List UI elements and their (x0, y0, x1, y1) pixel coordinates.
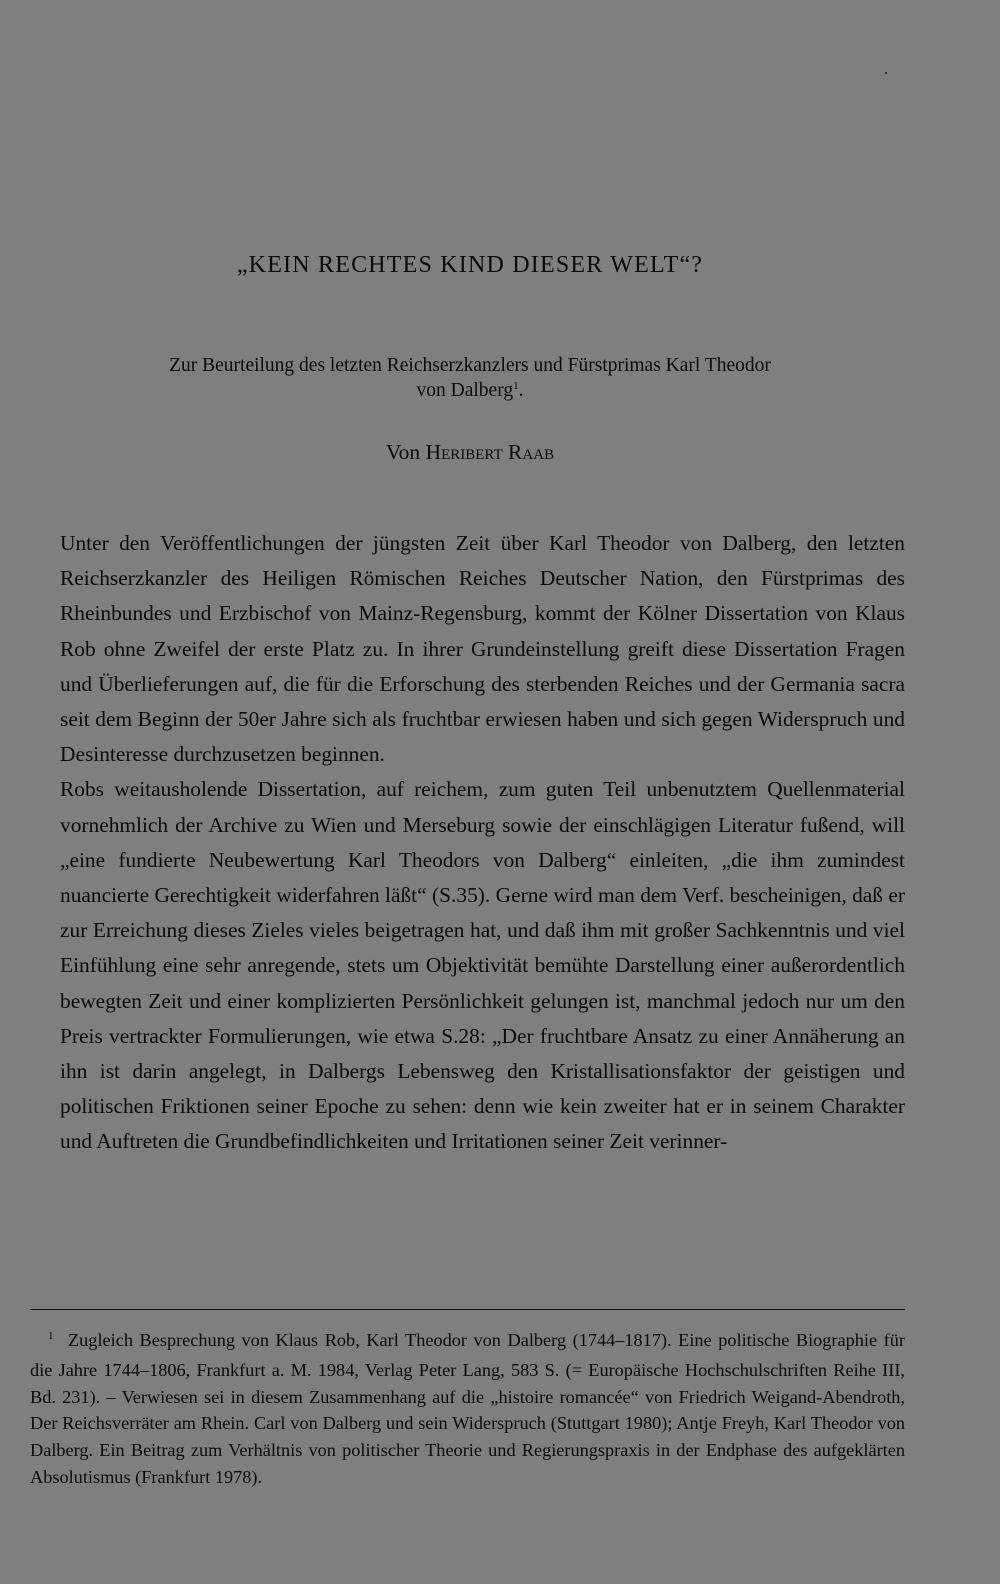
scan-speck (885, 72, 887, 74)
article-title: „KEIN RECHTES KIND DIESER WELT“? (236, 252, 704, 278)
footnote-text: Zugleich Besprechung von Klaus Rob, Karl Theodor von Dalberg (1744–1817). Eine politische Biographie für die Jahre 1744–1806, Frankfurt a. M. 1984, Verlag Peter Lang, 583 S. (= Europäische Hochschulschriften Reihe III, Bd. 231). – Verwiesen sei in diesem Zusammenhang auf die „histoire romancée“ von Friedrich Weigand-Abendroth, Der Reichsverräter am Rhein. Carl von Dalberg und sein Widerspruch (Stuttgart 1980); Antje Freyh, Karl Theodor von Dalberg. Ein Beitrag zum Verhältnis von politischer Theorie und Regierungspraxis in der Endphase des aufgeklärten Absolutismus (Frankfurt 1978). (30, 1330, 905, 1487)
body-text (60, 526, 905, 1160)
footnote-mark: 1 (48, 1330, 54, 1342)
footnote-separator (30, 1309, 905, 1310)
subtitle-end: . (518, 380, 524, 401)
footnote (30, 1327, 905, 1491)
paragraph: Unter den Veröffentlichungen der jüngsten Zeit über Karl Theodor von Dalberg, den letzten Reichserzkanzler des Heiligen Römischen Reiches Deutscher Nation, den Fürstprimas des Rheinbundes und Erzbischof von Mainz-Regensburg, kommt der Kölner Dissertation von Klaus Rob ohne Zweifel der erste Platz zu. In ihrer Grundeinstellung greift diese Dissertation Fragen und Überlieferungen auf, die für die Erforschung des sterbenden Reiches und der Germania sacra seit dem Beginn der 50er Jahre sich als fruchtbar erwiesen haben und sich gegen Widerspruch und Desinteresse durchzusetzen beginnen. (60, 531, 905, 767)
author-line (0, 440, 940, 465)
subtitle-line-2: von Dalberg (416, 380, 514, 401)
author-name: Heribert Raab (425, 440, 555, 464)
author-prefix: Von (385, 440, 426, 464)
paragraph: Robs weitausholende Dissertation, auf reichem, zum guten Teil unbenutztem Quellenmaterial vornehmlich der Archive zu Wien und Merseburg sowie der einschlägigen Literatur fußend, will „eine fundierte Neubewertung Karl Theodors von Dalberg“ einleiten, „die ihm zumindest nuancierte Gerechtigkeit widerfahren läßt“ (S.35). Gerne wird man dem Verf. bescheinigen, daß er zur Erreichung dieses Zieles vieles beigetragen hat, und daß ihm mit großer Sachkenntnis und viel Einfühlung eine sehr anregende, stets um Objektivität bemühte Darstellung einer außerordentlich bewegten Zeit und einer komplizierten Persönlichkeit gelungen ist, manchmal jedoch nur um den Preis vertrackter Formulierungen, wie etwa S.28: „Der fruchtbare Ansatz zu einer Annäherung an ihn ist darin angelegt, in Dalbergs Lebensweg den Kristallisationsfaktor der geistigen und politischen Friktionen seiner Epoche zu sehen: denn wie kein zweiter hat er in seinem Charakter und Auftreten die Grundbefindlichkeiten und Irritationen seiner Zeit verinner- (60, 777, 905, 1154)
article-subtitle (80, 353, 860, 403)
footnote-reference[interactable]: 1 (513, 380, 519, 392)
subtitle-line-1: Zur Beurteilung des letzten Reichserzkanzlers und Fürstprimas Karl Theodor (169, 355, 771, 376)
